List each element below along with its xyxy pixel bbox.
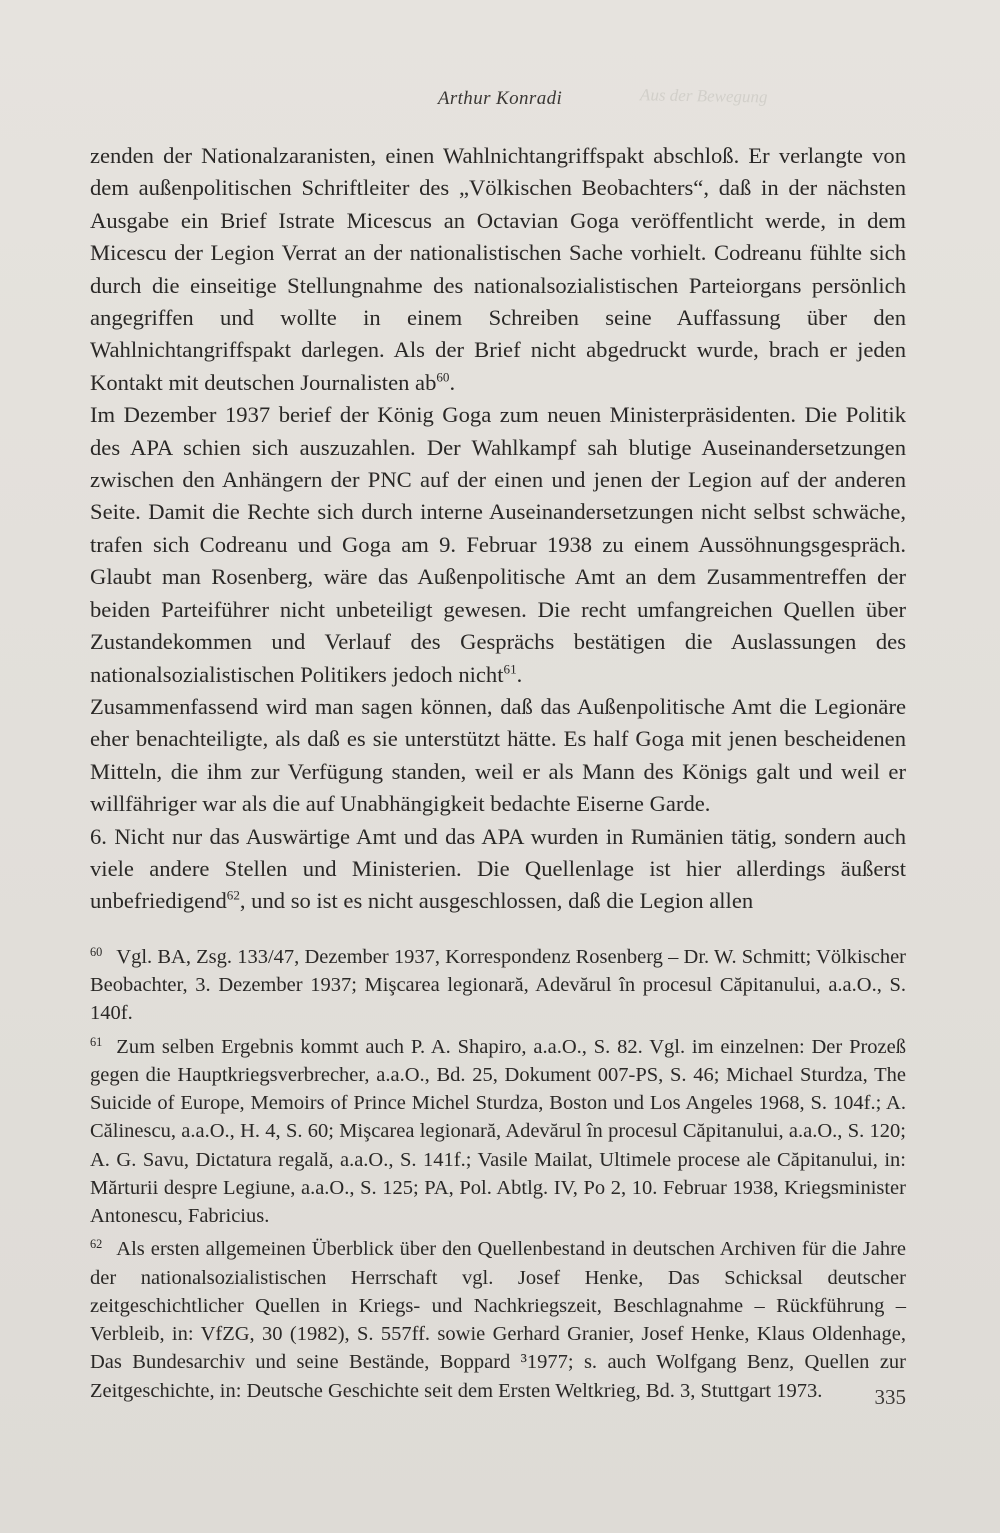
footnote-ref: 61 (503, 660, 517, 676)
footnote-number: 61 (90, 1034, 103, 1049)
page-number: 335 (874, 1385, 906, 1409)
bleed-through-text: Aus der Bewegung (639, 85, 768, 107)
footnote: $^{60}$ Vgl. BA, Zsg. 133/47, Dezember 1937, Korrespondenz Rosenberg – Dr. W. Schmitt; Völkischer Beobachter, 3. Dezember 1937; Mişcarea legionară, Adevărul în procesul Căpitanului, a.a.O., S. 140f. (90, 945, 906, 1025)
footnote-ref: 60 (436, 369, 450, 385)
paragraph: 6. Nicht nur das Auswärtige Amt und das APA wurden in Rumänien tätig, sondern auch viele andere Stellen und Ministerien. Die Quellenlage ist hier allerdings äußerst unbefriedigend$^{62}$, und so ist es nicht ausgeschlossen, daß die Legion allen (90, 823, 906, 914)
footnote-number: 62 (90, 1237, 103, 1252)
footnote-ref: 62 (226, 887, 240, 903)
footnote-number: 60 (90, 945, 103, 959)
running-head: Arthur Konradi (437, 88, 563, 109)
paragraph: Zusammenfassend wird man sagen können, daß das Außenpolitische Amt die Legionäre eher benachteiligte, als daß es sie unterstützt hätte. Es half Goga mit jenen bescheidenen Mitteln, die ihm zur Verfügung standen, weil er als Mann des Königs galt und weil er willfähriger war als die auf Unabhängigkeit bedachte Eiserne Garde. (90, 693, 906, 817)
body-text (90, 140, 906, 918)
footnote: $^{62}$ Als ersten allgemeinen Überblick über den Quellenbestand in deutschen Archiven für die Jahre der nationalsozialistischen Herrschaft vgl. Josef Henke, Das Schicksal deutscher zeitgeschichtlicher Quellen in Kriegs- und Nachkriegszeit, Beschlagnahme – Rückführung – Verbleib, in: VfZG, 30 (1982), S. 557ff. sowie Gerhard Granier, Josef Henke, Klaus Oldenhage, Das Bundesarchiv und seine Bestände, Boppard ³1977; s. auch Wolfgang Benz, Quellen zur Zeitgeschichte, in: Deutsche Geschichte seit dem Ersten Weltkrieg, Bd. 3, Stuttgart 1973. (90, 1237, 906, 1402)
paragraph: Im Dezember 1937 berief der König Goga zum neuen Ministerpräsidenten. Die Politik des APA schien sich auszuzahlen. Der Wahlkampf sah blutige Auseinandersetzungen zwischen den Anhängern der PNC auf der einen und jenen der Legion auf der anderen Seite. Damit die Rechte sich durch interne Auseinandersetzungen nicht selbst schwäche, trafen sich Codreanu und Goga am 9. Februar 1938 zu einem Aussöhnungsgespräch. Glaubt man Rosenberg, wäre das Außenpolitische Amt an dem Zusammentreffen der beiden Parteiführer nicht unbeteiligt gewesen. Die recht umfangreichen Quellen über Zustandekommen und Verlauf des Gesprächs bestätigen die Auslassungen des nationalsozialistischen Politikers jedoch nicht$^{61}$. (90, 402, 906, 687)
paragraph: zenden der Nationalzaranisten, einen Wahlnichtangriffspakt abschloß. Er verlangte von dem außenpolitischen Schriftleiter des „Völkischen Beobachters“, daß in der nächsten Ausgabe ein Brief Istrate Micescus an Octavian Goga veröffentlicht werde, in dem Micescu der Legion Verrat an der nationalistischen Sache vorhielt. Codreanu fühlte sich durch die einseitige Stellungnahme des nationalsozialistischen Parteiorgans persönlich angegriffen und wollte in einem Schreiben seine Auffassung über den Wahlnichtangriffspakt darlegen. Als der Brief nicht abgedruckt wurde, brach er jeden Kontakt mit deutschen Journalisten $ab^{60}$. (90, 143, 906, 395)
footnote: $^{61}$ Zum selben Ergebnis kommt auch P. A. Shapiro, a.a.O., S. 82. Vgl. im einzelnen: Der Prozeß gegen die Hauptkriegsverbrecher, a.a.O., Bd. 25, Dokument 007-PS, S. 46; Michael Sturdza, The Suicide of Europe, Memoirs of Prince Michel Sturdza, Boston und Los Angeles 1968, S. 104f.; A. Călinescu, a.a.O., H. 4, S. 60; Mişcarea legionară, Adevărul în procesul Căpitanului, a.a.O., S. 120; A. G. Savu, Dictatura regală, a.a.O., S. 141f.; Vasile Mailat, Ultimele procese ale Căpitanului, in: Mărturii despre Legiune, a.a.O., S. 125; PA, Pol. Abtlg. IV, Po 2, 10. Februar 1938, Kriegsminister Antonescu, Fabricius. (90, 1034, 906, 1228)
footnotes (90, 938, 906, 1405)
